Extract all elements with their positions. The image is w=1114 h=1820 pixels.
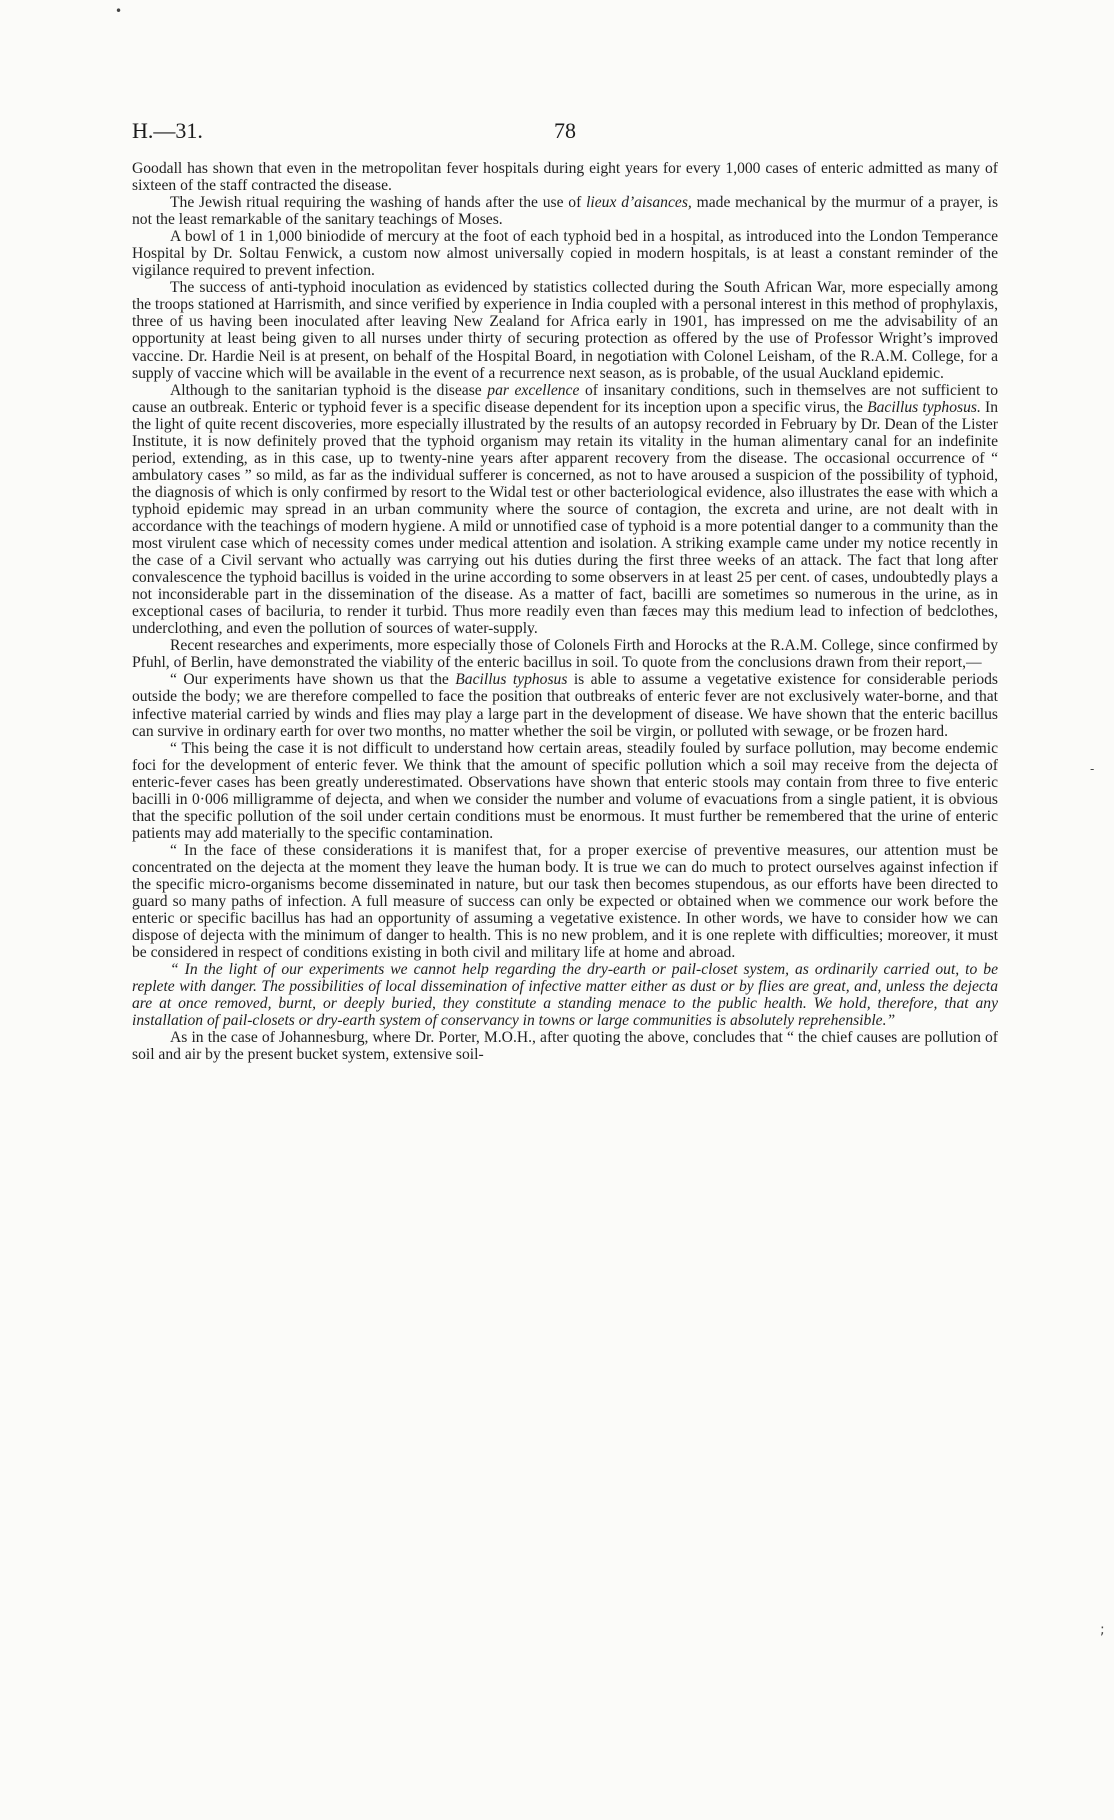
- paragraph: [132, 671, 998, 739]
- text-run: “ This being the case it is not difficult to understand how certain areas, steadily fouled by surface pollution, may become endemic foci for the development of enteric fever. We think that the amount of specific pollution which a soil may receive from the dejecta of enteric-fever cases has been greatly underestimated. Observations have shown that enteric stools may contain from three to five enteric bacilli in 0·006 milligramme of dejecta, and when we consider the number and volume of evacuations from a single patient, it is obvious that the specific pollution of the soil under certain conditions must be enormous. It must further be remembered that the urine of enteric patients may add materially to the specific contamination.: [132, 739, 998, 842]
- italic-text: “ In the light of our experiments we cannot help regarding the dry-earth or pail-closet system, as ordinarily carried out, to be replete with danger. The possibilities of local dissemination of infective matter either as dust or by flies are great, and, unless the dejecta are at once removed, burnt, or deeply buried, they constitute a standing menace to the public health. We hold, therefore, that any installation of pail-closets or dry-earth system of conservancy in towns or large communities is absolutely reprehensible.”: [132, 961, 998, 1030]
- text-run: In the light of quite recent discoveries, more especially illustrated by the results of an autopsy recorded in February by Dr. Dean of the Lister Institute, it is now definitely proved that the typhoid organism may retain its vitality in the human alimentary canal for an indefinite period, extending, as in this case, up to twenty-nine years after apparent recovery from the disease. The occasional occurrence of “ ambulatory cases ” so mild, as far as the individual sufferer is concerned, as not to have aroused a suspicion of the possibility of typhoid, the diagnosis of which is only confirmed by resort to the Widal test or other bacteriological evidence, also illustrates the ease with which a typhoid epidemic may spread in an urban community where the source of contagion, the excreta and urine, are not dealt with in accordance with the teachings of modern hygiene. A mild or unnotified case of typhoid is a more potential danger to a community than the most virulent case which of necessity comes under medical attention and isolation. A striking example came under my notice recently in the case of a Civil servant who actually was carrying out his duties during the first three weeks of an attack. The fact that long after convalescence the typhoid bacillus is voided in the urine according to some observers in at least 25 per cent. of cases, undoubtedly plays a not inconsiderable part in the dissemination of the disease. As a matter of fact, bacilli are sometimes so numerous in the urine, as in exceptional cases of baciluria, to render it turbid. Thus more readily even than fæces may this medium lead to infection of bedclothes, underclothing, and even the pollution of sources of water-supply.: [132, 398, 998, 638]
- paragraph: [132, 842, 998, 961]
- paragraph: [132, 740, 998, 842]
- paragraph: [132, 1029, 998, 1063]
- scan-speck: ;: [1100, 1622, 1105, 1638]
- text-run: made mechanical by the murmur of a prayer, is not the least remarkable of the sanitary teachings of Moses.: [132, 194, 999, 229]
- paragraph: [132, 382, 998, 638]
- text-run: Recent researches and experiments, more especially those of Colonels Firth and Horocks at the R.A.M. College, since confirmed by Pfuhl, of Berlin, have demonstrated the viability of the enteric bacillus in soil. To quote from the conclusions drawn from their report,—: [132, 637, 998, 672]
- document-reference: H.—31.: [132, 118, 203, 143]
- text-run: A bowl of 1 in 1,000 biniodide of mercury at the foot of each typhoid bed in a hospital, as introduced into the London Temperance Hospital by Dr. Soltau Fenwick, a custom now almost universally copied in modern hospitals, is at least a constant reminder of the vigilance required to prevent infection.: [132, 228, 998, 280]
- paragraph: [132, 637, 998, 671]
- page-number: 78: [554, 118, 576, 143]
- scan-speck: -: [1090, 762, 1095, 776]
- italic-text: Bacillus typhosus: [455, 671, 568, 689]
- text-run: Although to the sanitarian typhoid is the disease: [170, 381, 488, 399]
- page-header: [132, 118, 1002, 148]
- text-run: Goodall has shown that even in the metropolitan fever hospitals during eight years for every 1,000 cases of enteric admitted as many of sixteen of the staff contracted the disease.: [132, 160, 998, 195]
- text-run: The Jewish ritual requiring the washing of hands after the use of: [170, 194, 587, 212]
- text-run: As in the case of Johannesburg, where Dr. Porter, M.O.H., after quoting the above, concludes that “ the chief causes are pollution of soil and air by the present bucket system, extensive soil-: [132, 1029, 998, 1064]
- italic-text: Bacillus typhosus.: [867, 398, 981, 416]
- paragraph: [132, 279, 998, 381]
- italic-text: par excellence: [487, 381, 580, 399]
- paragraph: [132, 228, 998, 279]
- text-run: “ Our experiments have shown us that the: [170, 671, 456, 689]
- text-run: “ In the face of these considerations it is manifest that, for a proper exercise of preventive measures, our attention must be concentrated on the dejecta at the moment they leave the human body. It is true we can do much to protect ourselves against infection if the specific micro-organisms become disseminated in nature, but our task then becomes stupendous, as our efforts have been directed to guard so many paths of infection. A full measure of success can only be expected or obtained when we commence our work before the enteric or specific bacillus has had an opportunity of assuming a vegetative existence. In other words, we have to consider how we can dispose of dejecta with the minimum of danger to health. This is no new problem, and it is one replete with difficulties; moreover, it must be considered in respect of conditions existing in both civil and military life at home and abroad.: [132, 841, 998, 962]
- paragraph: [132, 194, 998, 228]
- text-run: of insanitary conditions, such in themselves are not sufficient to cause an outbreak. Enteric or typhoid fever is a specific disease dependent for its inception upon a specific virus, the: [132, 381, 998, 416]
- italic-text: lieux d’aisances,: [586, 194, 692, 212]
- scan-speck: •: [115, 4, 123, 18]
- paragraph: [132, 961, 998, 1029]
- paragraph: [132, 160, 998, 194]
- text-run: The success of anti-typhoid inoculation as evidenced by statistics collected during the South African War, more especially among the troops stationed at Harrismith, and since verified by experience in India coupled with a personal interest in this method of prophylaxis, three of us having been inoculated after leaving New Zealand for Africa early in 1901, has impressed on me the advisability of an opportunity at least being given to all nurses under thirty of securing protection as offered by the use of Professor Wright’s improved vaccine. Dr. Hardie Neil is at present, on behalf of the Hospital Board, in negotiation with Colonel Leisham, of the R.A.M. College, for a supply of vaccine which will be available in the event of a recurrence next season, as is probable, of the usual Auckland epidemic.: [132, 279, 998, 382]
- body-text: [132, 160, 998, 1063]
- text-run: is able to assume a vegetative existence for considerable periods outside the body; we are therefore compelled to face the position that outbreaks of enteric fever are not exclusively water-borne, and that infective material carried by winds and flies may play a large part in the development of disease. We have shown that the enteric bacillus can survive in ordinary earth for over two months, no matter whether the soil be virgin, or polluted with sewage, or be frozen hard.: [132, 671, 998, 740]
